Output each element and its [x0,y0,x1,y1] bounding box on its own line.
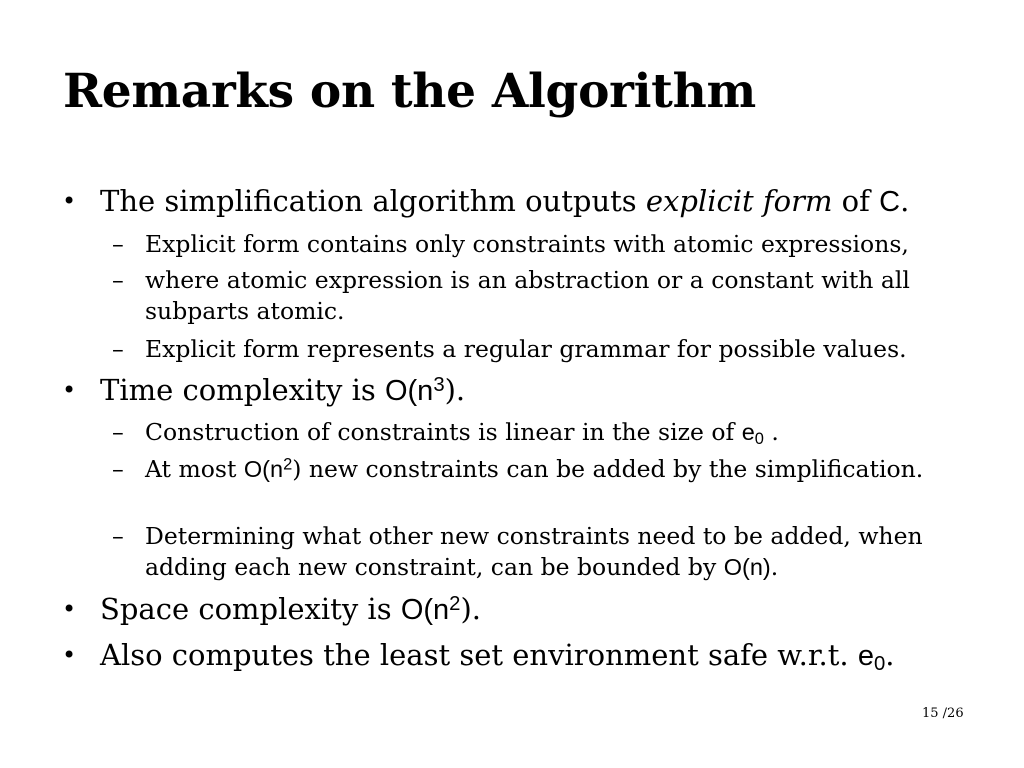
bullet-explicit-form: • The simplification algorithm outputs explicit form of C. [62,184,910,218]
bullet-space-complexity: • Space complexity is $O(n^2)$. [62,592,481,626]
bullet-time-complexity: • Time complexity is $O(n^3)$. [62,373,466,407]
dash-marker: – [112,335,124,363]
slide-title: Remarks on the Algorithm [63,64,756,119]
sub-bullet-at-most-n2: – At most $O(n^2)$ new constraints can be added by the simplification. [112,455,924,483]
dash-marker: – [112,266,124,294]
sub-bullet-bounded-by-n: – Determining what other new constraints need to be added, when adding each new constraint, can be bounded by O(n). [112,522,923,581]
dash-marker: – [112,230,124,258]
bullet-least-set-environment: • Also computes the least set environment safe w.r.t. $e_0$. [62,638,895,676]
bullet-marker: • [62,376,77,404]
sub-bullet-regular-grammar: – Explicit form represents a regular grammar for possible values. [112,335,907,363]
bullet-marker: • [62,641,77,669]
dash-marker: – [112,522,124,550]
bullet-marker: • [62,595,77,623]
page-number: 15 /26 [922,706,964,721]
dash-marker: – [112,455,124,483]
sub-bullet-atomic-expression: – where atomic expression is an abstraction or a constant with all subparts atomic. [112,266,910,325]
dash-marker: – [112,418,124,446]
bullet-marker: • [62,187,77,215]
sub-bullet-explicit-form-constraints: – Explicit form contains only constraints with atomic expressions, [112,230,909,258]
sub-bullet-construction-linear: – Construction of constraints is linear in the size of $e_0$ . [112,418,779,449]
